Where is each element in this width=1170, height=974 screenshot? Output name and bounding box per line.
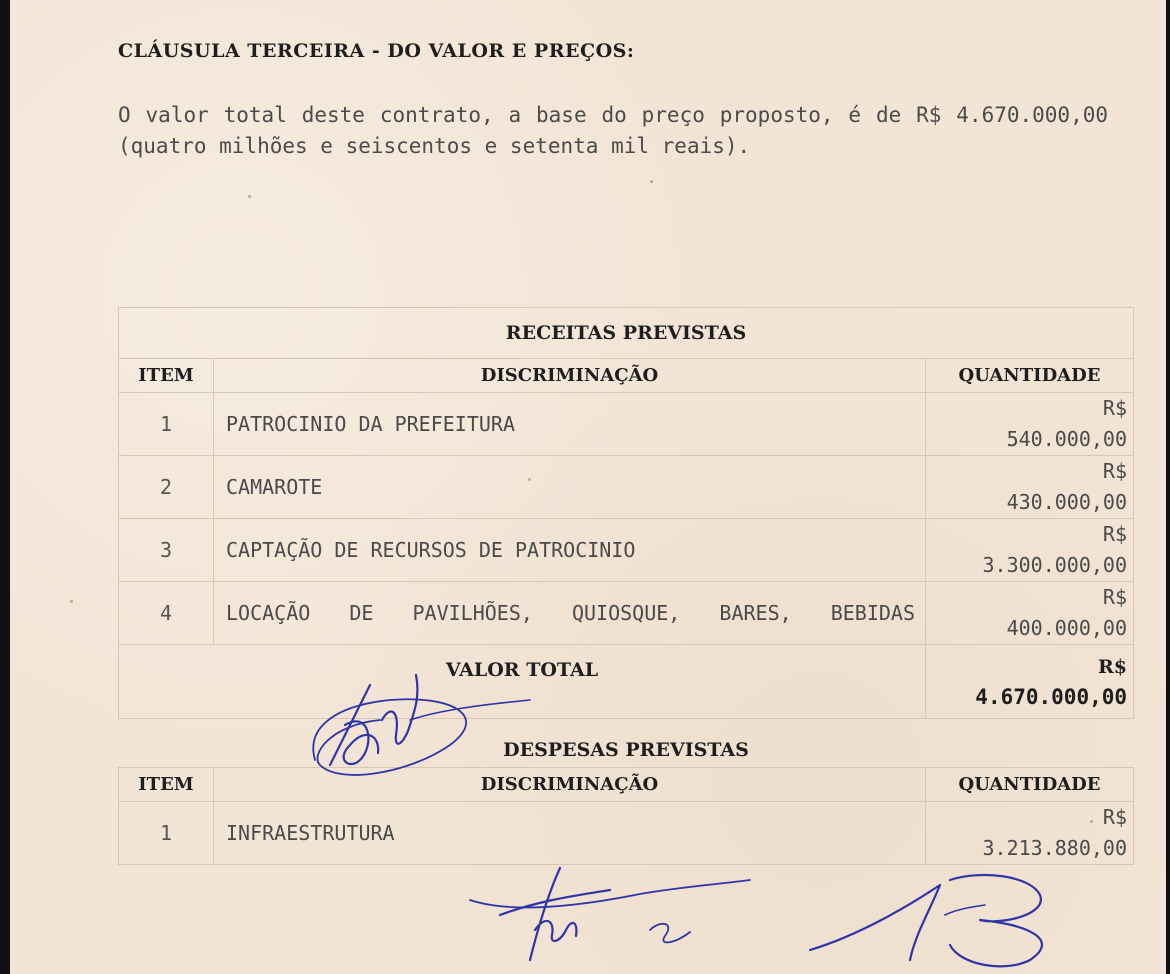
table-row xyxy=(119,582,1134,645)
signature-3 xyxy=(800,865,1090,974)
table-row xyxy=(119,456,1134,519)
table-row xyxy=(119,393,1134,456)
paper-speck xyxy=(70,600,73,603)
header-item: ITEM xyxy=(119,768,214,802)
table-row xyxy=(119,802,1134,865)
row-description: CAPTAÇÃO DE RECURSOS DE PATROCINIO xyxy=(214,519,926,582)
signature-1 xyxy=(300,665,540,790)
currency: R$ xyxy=(1102,522,1128,546)
total-label: VALOR TOTAL xyxy=(119,645,926,719)
header-item: ITEM xyxy=(119,359,214,393)
currency: R$ xyxy=(1102,805,1128,829)
row-description: PATROCINIO DA PREFEITURA xyxy=(214,393,926,456)
row-description: CAMAROTE xyxy=(214,456,926,519)
row-quantity xyxy=(926,582,1134,645)
currency: R$ xyxy=(1098,656,1128,678)
total-amount: 4.670.000,00 xyxy=(975,685,1128,709)
paper-speck xyxy=(650,180,653,183)
currency: R$ xyxy=(1102,459,1128,483)
despesas-table xyxy=(118,733,1134,865)
header-description: DISCRIMINAÇÃO xyxy=(214,359,926,393)
despesas-title: DESPESAS PREVISTAS xyxy=(119,733,1134,768)
amount: 430.000,00 xyxy=(1006,490,1128,514)
row-item: 3 xyxy=(119,519,214,582)
row-description: LOCAÇÃO DE PAVILHÕES, QUIOSQUE, BARES, BEBIDAS xyxy=(214,582,926,645)
row-quantity xyxy=(926,519,1134,582)
row-item: 2 xyxy=(119,456,214,519)
amount: 3.300.000,00 xyxy=(982,553,1128,577)
row-item: 1 xyxy=(119,802,214,865)
receitas-table xyxy=(118,307,1134,719)
row-quantity xyxy=(926,393,1134,456)
paper-speck xyxy=(1090,820,1093,823)
total-quantity xyxy=(926,645,1134,719)
paper-speck xyxy=(528,478,531,481)
row-description: INFRAESTRUTURA xyxy=(214,802,926,865)
amount: 3.213.880,00 xyxy=(982,836,1128,860)
header-quantity: QUANTIDADE xyxy=(926,359,1134,393)
clause-heading: CLÁUSULA TERCEIRA - DO VALOR E PREÇOS: xyxy=(118,40,635,62)
document-page xyxy=(10,0,1166,974)
receitas-header-row xyxy=(119,359,1134,393)
paper-speck xyxy=(248,195,251,198)
receitas-title: RECEITAS PREVISTAS xyxy=(119,308,1134,359)
row-item: 1 xyxy=(119,393,214,456)
clause-text: O valor total deste contrato, a base do preço proposto, é de R$ 4.670.000,00 (quatro milhões e seiscentos e setenta mil reais). xyxy=(118,103,1108,158)
despesas-header-row xyxy=(119,768,1134,802)
row-item: 4 xyxy=(119,582,214,645)
table-row xyxy=(119,519,1134,582)
amount: 400.000,00 xyxy=(1006,616,1128,640)
total-row xyxy=(119,645,1134,719)
currency: R$ xyxy=(1102,585,1128,609)
header-quantity: QUANTIDADE xyxy=(926,768,1134,802)
row-quantity xyxy=(926,802,1134,865)
header-description: DISCRIMINAÇÃO xyxy=(214,768,926,802)
amount: 540.000,00 xyxy=(1006,427,1128,451)
row-quantity xyxy=(926,456,1134,519)
currency: R$ xyxy=(1102,396,1128,420)
signature-2 xyxy=(460,860,760,974)
